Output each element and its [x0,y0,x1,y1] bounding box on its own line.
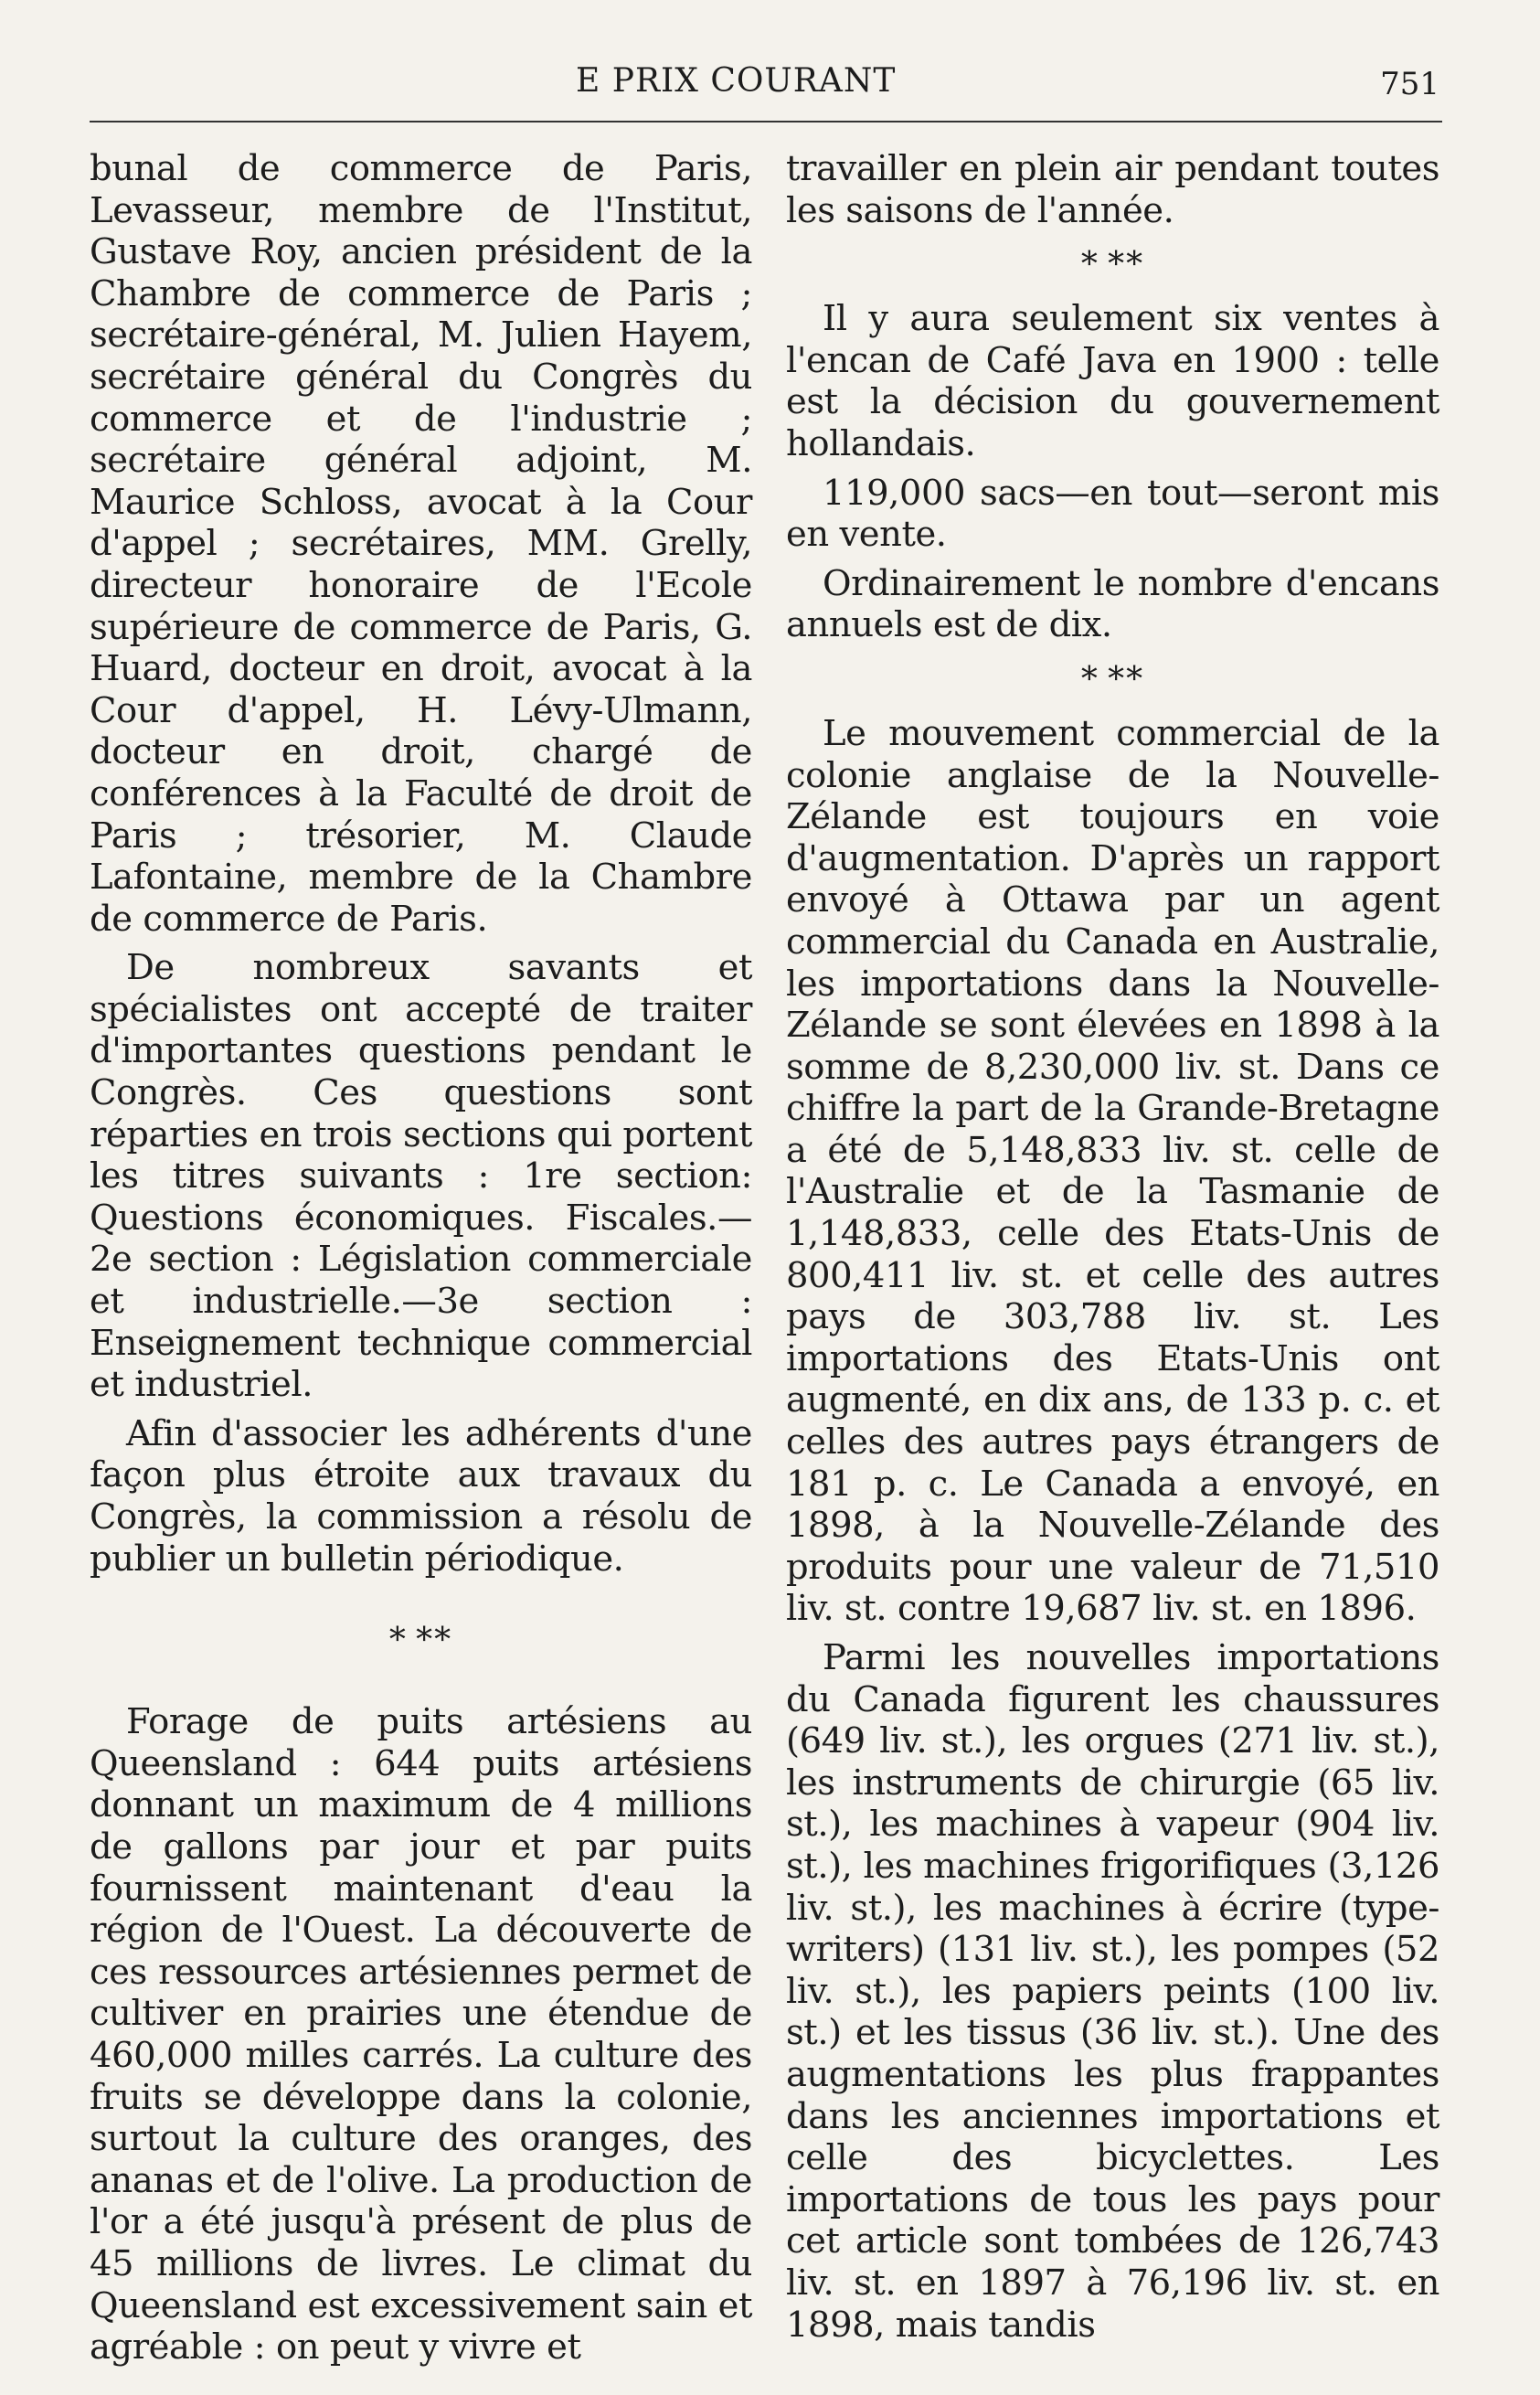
right-paragraph-bags: 119,000 sacs—en tout—seront mis en vente. [786,472,1439,556]
right-column [786,148,1439,2346]
right-paragraph-canada-imports: Parmi les nouvelles importations du Canada figurent les chaussures (649 liv. st.), les orgues (271 liv. st.), les instruments de chirurgie (65 liv. st.), les machines à vapeur (904 liv. st.), les machines frigorifiques (3,126 liv. st.), les machines à écrire (type-writers) (131 liv. st.), les pompes (52 liv. st.), les papiers peints (100 liv. st.) et les tissus (36 liv. st.). Une des augmentations les plus frappantes dans les anciennes importations et celle des bicyclettes. Les importations de tous les pays pour cet article sont tombées de 126,743 liv. st. en 1897 à 76,196 liv. st. en 1898, mais tandis [786,1637,1439,2346]
running-title: E PRIX COURANT [576,62,897,100]
left-paragraph-bulletin: Afin d'associer les adhérents d'une façon plus étroite aux travaux du Congrès, la commission a résolu de publier un bulletin périodique. [90,1412,752,1580]
page-number: 751 [1380,66,1439,102]
left-column [90,148,752,2368]
section-separator: * ** [1080,660,1145,698]
left-paragraph-queensland: Forage de puits artésiens au Queensland : 644 puits artésiens donnant un maximum de 4 millions de gallons par jour et par puits fournissent maintenant d'eau la région de l'Ouest. La découverte de ces ressources artésiennes permet de cultiver en prairies une étendue de 460,000 milles carrés. La culture des fruits se développe dans la colonie, surtout la culture des oranges, des ananas et de l'olive. La production de l'or a été jusqu'à présent de plus de 45 millions de livres. Le climat du Queensland est excessivement sain et agréable : on peut y vivre et [90,1701,752,2368]
header-rule [90,121,1442,122]
left-paragraph-congress-officers: bunal de commerce de Paris, Levasseur, membre de l'Institut, Gustave Roy, ancien président de la Chambre de commerce de Paris ; secrétaire-général, M. Julien Hayem, secrétaire général du Congrès du commerce et de l'industrie ; secrétaire général adjoint, M. Maurice Schloss, avocat à la Cour d'appel ; secrétaires, MM. Grelly, directeur honoraire de l'Ecole supérieure de commerce de Paris, G. Huard, docteur en droit, avocat à la Cour d'appel, H. Lévy-Ulmann, docteur en droit, chargé de conférences à la Faculté de droit de Paris ; trésorier, M. Claude Lafontaine, membre de la Chambre de commerce de Paris. [90,148,752,940]
section-separator: * ** [388,1622,453,1660]
right-paragraph-java-coffee: Il y aura seulement six ventes à l'encan de Café Java en 1900 : telle est la décision du gouvernement hollandais. [786,298,1439,464]
section-separator: * ** [1080,246,1145,284]
page-header [87,55,1458,110]
left-paragraph-congress-sections: De nombreux savants et spécialistes ont accepté de traiter d'importantes questions pendant le Congrès. Ces questions sont réparties en trois sections qui portent les titres suivants : 1re section: Questions économiques. Fiscales.—2e section : Législation commerciale et industrielle.—3e section : Enseignement technique commercial et industriel. [90,947,752,1406]
right-paragraph-continuation: travailler en plein air pendant toutes les saisons de l'année. [786,148,1439,231]
right-paragraph-new-zealand: Le mouvement commercial de la colonie anglaise de la Nouvelle-Zélande est toujours en voie d'augmentation. D'après un rapport envoyé à Ottawa par un agent commercial du Canada en Australie, les importations dans la Nouvelle-Zélande se sont élevées en 1898 à la somme de 8,230,000 liv. st. Dans ce chiffre la part de la Grande-Bretagne a été de 5,148,833 liv. st. celle de l'Australie et de la Tasmanie de 1,148,833, celle des Etats-Unis de 800,411 liv. st. et celle des autres pays de 303,788 liv. st. Les importations des Etats-Unis ont augmenté, en dix ans, de 133 p. c. et celles des autres pays étrangers de 181 p. c. Le Canada a envoyé, en 1898, à la Nouvelle-Zélande des produits pour une valeur de 71,510 liv. st. contre 19,687 liv. st. en 1896. [786,712,1439,1630]
right-paragraph-auctions: Ordinairement le nombre d'encans annuels est de dix. [786,562,1439,646]
